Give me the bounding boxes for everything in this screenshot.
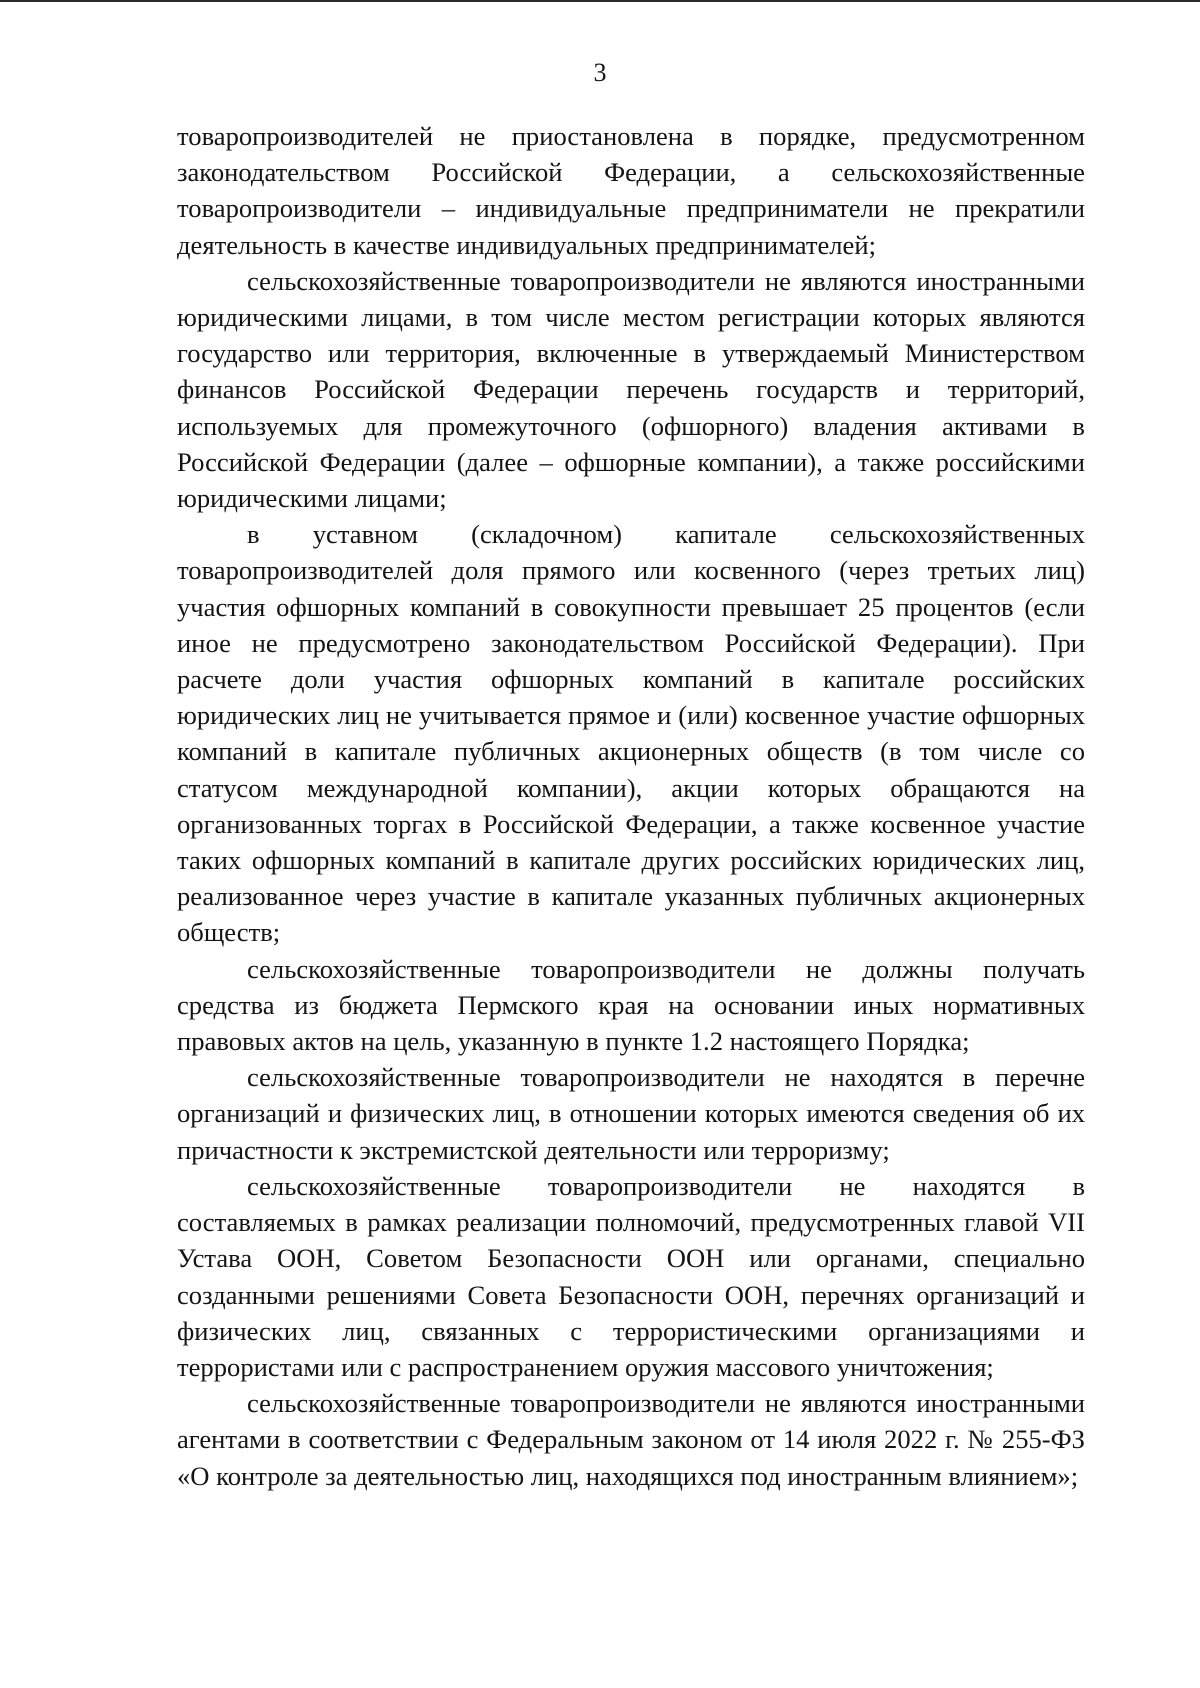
paragraph-not-in-extremist-list: сельскохозяйственные товаропроизводители не находятся в перечне организаций и физических лиц, в отношении которых имеются сведения об их причастности к экстремистской деятельности или терроризму; — [177, 1062, 1085, 1165]
paragraph-not-foreign-entities: сельскохозяйственные товаропроизводители не являются иностранными юридическими лицами, в том числе местом регистрации которых являются государство или территория, включенные в утверждаемый Министерством финансов Российской Федерации перечень государств и территорий, используемых для промежуточного (офшорного) владения активами в Российской Федерации (далее – офшорные компании), а также российскими юридическими лицами; — [177, 265, 1085, 514]
page-number: 3 — [593, 58, 607, 87]
paragraph-not-in-un-lists: сельскохозяйственные товаропроизводители не находятся в составляемых в рамках реализации полномочий, предусмотренных главой VII Устава ООН, Советом Безопасности ООН или органами, специально созданными решениями Совета Безопасности ООН, перечнях организаций и физических лиц, связанных с террористическими организациями и террористами или с распространением оружия массового уничтожения; — [177, 1170, 1085, 1382]
paragraph-continuation: товаропроизводителей не приостановлена в порядке, предусмотренном законодательством Российской Федерации, а сельскохозяйственные товаропроизводители – индивидуальные предприниматели не прекратили деятельность в качестве индивидуальных предпринимателей; — [177, 121, 1085, 260]
document-body — [177, 118, 1085, 1494]
paragraph-offshore-share: в уставном (складочном) капитале сельскохозяйственных товаропроизводителей доля прямого или косвенного (через третьих лиц) участия офшорных компаний в совокупности превышает 25 процентов (если иное не предусмотрено законодательством Российской Федерации). При расчете доли участия офшорных компаний в капитале российских юридических лиц не учитывается прямое и (или) косвенное участие офшорных компаний в капитале публичных акционерных обществ (в том числе со статусом международной компании), акции которых обращаются на организованных торгах в Российской Федерации, а также косвенное участие таких офшорных компаний в капитале других российских юридических лиц, реализованное через участие в капитале указанных публичных акционерных обществ; — [177, 519, 1085, 948]
paragraph-no-other-budget-funds: сельскохозяйственные товаропроизводители не должны получать средства из бюджета Пермского края на основании иных нормативных правовых актов на цель, указанную в пункте 1.2 настоящего Порядка; — [177, 953, 1085, 1057]
paragraph-not-foreign-agents: сельскохозяйственные товаропроизводители не являются иностранными агентами в соответствии с Федеральным законом от 14 июля 2022 г. № 255-ФЗ «О контроле за деятельностью лиц, находящихся под иностранным влиянием»; — [177, 1388, 1085, 1491]
